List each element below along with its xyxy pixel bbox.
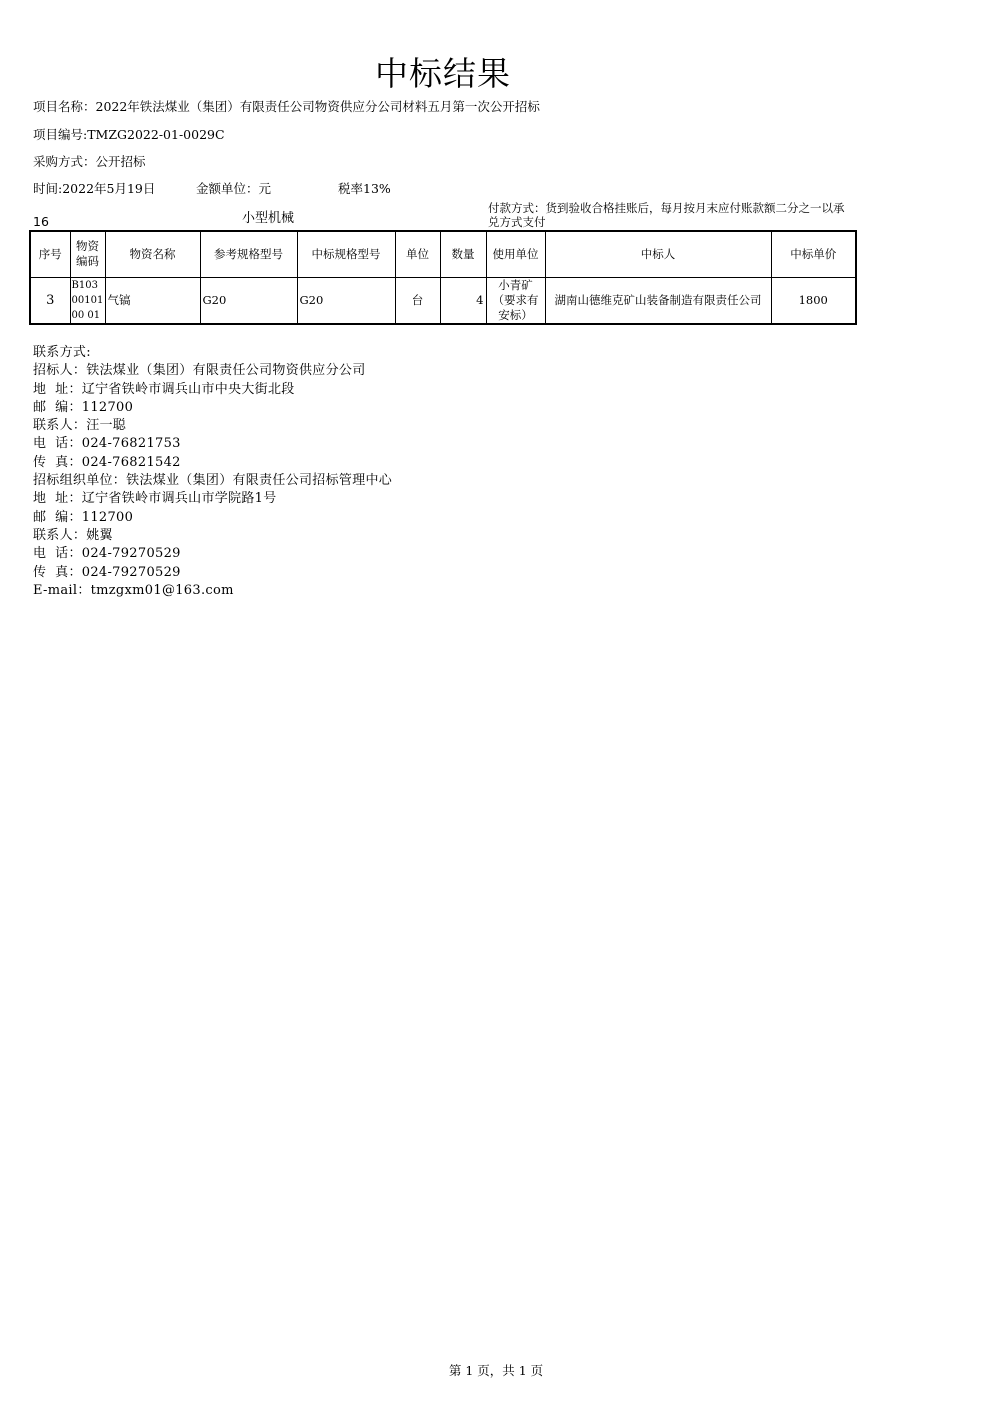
currency-unit: 金额单位：元: [196, 181, 272, 196]
category-label: 小型机械: [242, 211, 295, 226]
cell-seq: 3: [30, 277, 70, 324]
header-name: 物资名称: [105, 231, 200, 277]
contact-line: 邮 编：112700: [33, 399, 134, 415]
contact-line: 招标人：铁法煤业（集团）有限责任公司物资供应分公司: [33, 363, 366, 379]
cell-code: B1030010100 01: [70, 277, 105, 324]
cell-unit: 台: [395, 277, 440, 324]
contact-line: 联系人：姚翼: [33, 527, 113, 543]
header-ref-spec: 参考规格型号: [200, 231, 297, 277]
contact-line: 联系人：汪一聪: [33, 418, 127, 434]
contact-line: 招标组织单位：铁法煤业（集团）有限责任公司招标管理中心: [33, 473, 393, 489]
header-unit: 单位: [395, 231, 440, 277]
cell-name: 气镐: [105, 277, 200, 324]
contact-block: [33, 344, 392, 600]
results-table: [29, 230, 857, 325]
header-code: 物资编码: [70, 231, 105, 277]
contact-line: 地 址：辽宁省铁岭市调兵山市中央大街北段: [33, 381, 295, 397]
payment-terms: 付款方式：货到验收合格挂账后，每月按月末应付账款额二分之一以承兑方式支付: [488, 201, 845, 229]
header-winner: 中标人: [545, 231, 771, 277]
contact-line: 传 真：024-79270529: [33, 564, 181, 580]
project-name: 项目名称：2022年铁法煤业（集团）有限责任公司物资供应分公司材料五月第一次公开招标: [33, 99, 540, 114]
cell-winner: 湖南山德维克矿山装备制造有限责任公司: [545, 277, 771, 324]
project-code: 项目编号:TMZG2022-01-0029C: [33, 127, 225, 142]
table-header-row: [30, 231, 856, 277]
cell-bid-spec: G20: [297, 277, 395, 324]
table-row: [30, 277, 856, 324]
contact-line: 电 话：024-79270529: [33, 546, 181, 562]
cell-qty: 4: [440, 277, 486, 324]
header-price: 中标单价: [771, 231, 856, 277]
header-seq: 序号: [30, 231, 70, 277]
cell-ref-spec: G20: [200, 277, 297, 324]
header-qty: 数量: [440, 231, 486, 277]
cell-price: 1800: [771, 277, 856, 324]
contact-line: 电 话：024-76821753: [33, 436, 181, 452]
header-bid-spec: 中标规格型号: [297, 231, 395, 277]
page-title: 中标结果: [375, 54, 511, 93]
procurement-method: 采购方式：公开招标: [33, 154, 146, 169]
header-user-unit: 使用单位: [486, 231, 545, 277]
contact-line: 传 真：024-76821542: [33, 454, 181, 470]
contact-heading: 联系方式:: [33, 345, 91, 360]
cell-user-unit: 小青矿（要求有安标）: [486, 277, 545, 324]
contact-line: 地 址：辽宁省铁岭市调兵山市学院路1号: [33, 491, 277, 507]
batch-number: 16: [33, 214, 49, 229]
bid-time: 时间:2022年5月19日: [33, 181, 156, 196]
tax-rate: 税率13%: [338, 181, 391, 196]
page-footer: 第 1 页，共 1 页: [448, 1363, 544, 1378]
contact-line: 邮 编：112700: [33, 509, 134, 525]
contact-email: E-mail：tmzgxm01@163.com: [33, 582, 234, 598]
